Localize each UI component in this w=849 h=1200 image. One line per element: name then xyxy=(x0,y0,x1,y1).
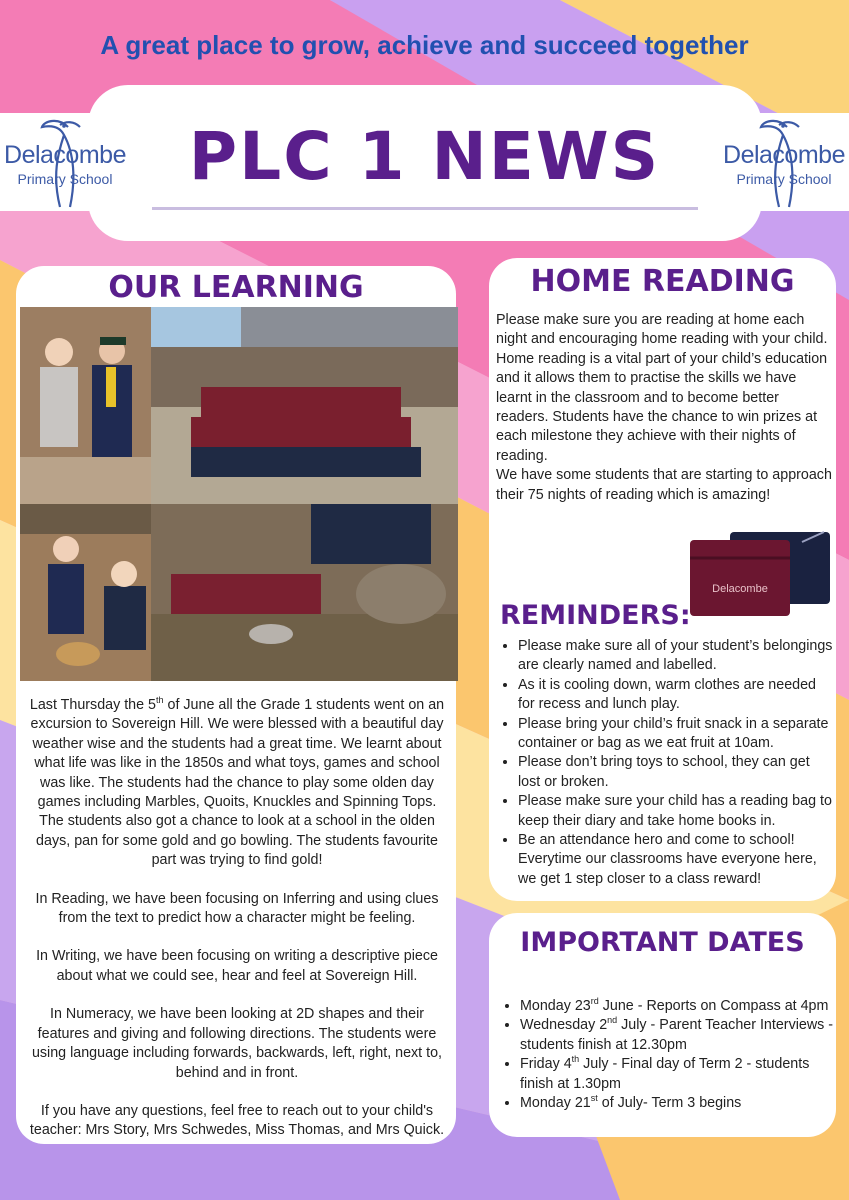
our-learning-heading: OUR LEARNING xyxy=(108,270,364,305)
bag-logo-text: Delacombe xyxy=(712,583,768,595)
date-detail: June - Reports on Compass at 4pm xyxy=(598,998,829,1014)
date-suffix: th xyxy=(156,695,164,706)
reading-bags-image xyxy=(690,528,832,616)
logo-name: Delacombe xyxy=(723,141,845,169)
writing-paragraph: In Writing, we have been focusing on writing a descriptive piece about what we could see, hear and feel at Sovereign Hill. xyxy=(36,948,438,984)
numeracy-paragraph: In Numeracy, we have been looking at 2D shapes and their features and giving and following directions. The students were using language including forwards, backwards, left, right, next to, behind and in front. xyxy=(31,1006,443,1081)
photo-illustration xyxy=(151,504,458,681)
date-detail: July - Parent Teacher Interviews - students finish at 12.30pm xyxy=(520,1017,834,1053)
reminders-heading: REMINDERS: xyxy=(500,600,691,631)
questions-paragraph: If you have any questions, feel free to reach out to your child's teacher: Mrs Story, Mrs Schwedes, Miss Thomas, and Mrs Quick. xyxy=(29,1102,445,1139)
logo-subtitle: Primary School xyxy=(736,171,832,187)
title-underline xyxy=(152,207,698,210)
date-item xyxy=(520,997,834,1016)
reminder-item: • Please make sure all of your student’s belongings are clearly named and labelled. xyxy=(518,637,834,676)
reminder-item: • Please bring your child’s fruit snack in a separate container or bag as we eat fruit at 10am. xyxy=(518,715,834,754)
date-detail: of July- Term 3 begins xyxy=(597,1095,742,1112)
photo-illustration xyxy=(20,307,151,504)
important-dates-list xyxy=(498,997,834,1113)
date-suffix: st xyxy=(590,1093,598,1104)
photo-illustration xyxy=(20,504,151,681)
date-item xyxy=(520,1055,834,1094)
newsletter-title: PLC 1 NEWS xyxy=(188,118,661,195)
home-reading-p2: Home reading is a vital part of your child’s education and it allows them to practise the skills we have learnt in the classroom and to become better readers. Students have the chance to win prizes at each milestone they achieve with their nights of reading. xyxy=(496,350,828,464)
excursion-text-start: Last Thursday the 5 xyxy=(29,697,157,713)
important-dates-heading: IMPORTANT DATES xyxy=(520,927,805,958)
photo-illustration xyxy=(151,307,458,504)
photo-children-playing xyxy=(20,504,151,681)
school-tagline: A great place to grow, achieve and succeed together xyxy=(100,30,749,60)
date-text: Wednesday 2 xyxy=(520,1017,608,1034)
date-suffix: rd xyxy=(590,996,599,1007)
photo-children-costumes xyxy=(20,307,151,504)
date-suffix: th xyxy=(571,1054,580,1065)
photo-gold-panning xyxy=(151,504,458,681)
reminder-item: • Be an attendance hero and come to school! Everytime our classrooms have everyone here, we get 1 step closer to a class reward! xyxy=(518,831,834,889)
date-item xyxy=(520,1094,834,1113)
home-reading-p1: Please make sure you are reading at home each night and encouraging home reading with your child. xyxy=(496,312,828,348)
excursion-paragraph xyxy=(24,696,450,871)
reading-paragraph: In Reading, we have been focusing on Inferring and using clues from the text to predict how a character might be feeling. xyxy=(35,890,439,927)
date-suffix: nd xyxy=(607,1015,618,1026)
reminder-item: • As it is cooling down, warm clothes are needed for recess and lunch play. xyxy=(518,676,834,715)
our-learning-body xyxy=(24,696,450,1141)
date-detail: July - Final day of Term 2 - students finish at 1.30pm xyxy=(520,1056,810,1092)
date-text: Friday 4 xyxy=(520,1056,572,1073)
reminders-list xyxy=(496,637,834,889)
home-reading-body xyxy=(496,311,832,505)
date-item xyxy=(520,1016,834,1055)
date-text: Monday 23 xyxy=(520,998,591,1014)
date-text: Monday 21 xyxy=(520,1095,591,1112)
reminder-item: • Please don’t bring toys to school, they can get lost or broken. xyxy=(518,753,834,792)
home-reading-p3: We have some students that are starting to approach their 75 nights of reading which is amazing! xyxy=(496,467,832,503)
reminder-item: • Please make sure your child has a reading bag to keep their diary and take home books in. xyxy=(518,792,834,831)
photo-class-group xyxy=(151,307,458,504)
excursion-text-rest: of June all the Grade 1 students went on an excursion to Sovereign Hill. We were blessed with a beautiful day weather wise and the students had a great time. We learnt about what life was like in the 1850s and what toys, games and school was like. The students had the chance to play some olden day games including Marbles, Quoits, Knuckles and Spinning Tops. The students also got a chance to look at a school in the olden days, pan for some gold and go bowling. The students favourite part was trying to find gold! xyxy=(30,697,445,869)
home-reading-heading: HOME READING xyxy=(530,264,795,299)
logo-name: Delacombe xyxy=(4,141,126,169)
logo-subtitle: Primary School xyxy=(17,171,113,187)
